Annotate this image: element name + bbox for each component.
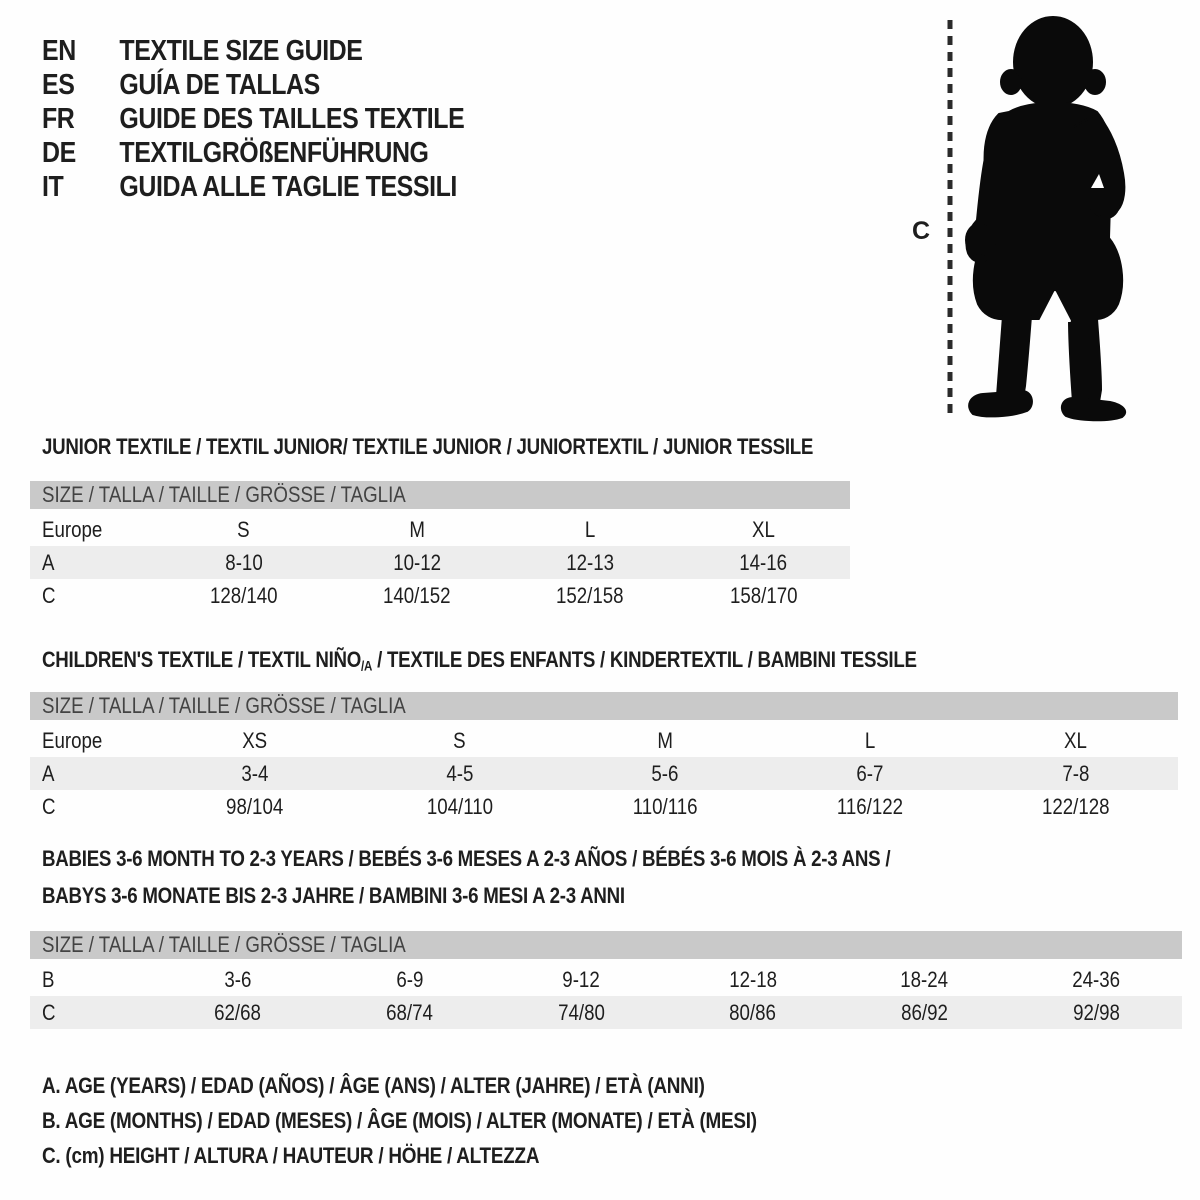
value-cell xyxy=(768,728,973,754)
language-row-it xyxy=(42,170,464,204)
cell-text: 14-16 xyxy=(739,549,788,575)
cell-text: 80/86 xyxy=(729,999,777,1025)
value-cell xyxy=(157,550,330,576)
table-row xyxy=(30,790,1178,823)
babies-title-line1: BABIES 3-6 MONTH TO 2-3 YEARS / BEBÉS 3-6 MESES A 2-3 AÑOS / BÉBÉS 3-6 MOIS À 2-3 ANS / xyxy=(42,846,891,871)
table-row xyxy=(30,513,850,546)
value-cell xyxy=(152,761,357,787)
size-header-text: SIZE / TALLA / TAILLE / GRÖSSE / TAGLIA xyxy=(42,932,406,957)
value-cell xyxy=(1010,967,1182,993)
cell-text: 128/140 xyxy=(209,582,278,608)
baby-foot-left xyxy=(969,391,1032,416)
value-cell xyxy=(839,1000,1011,1026)
language-code: IT xyxy=(42,170,64,203)
cell-text: 86/92 xyxy=(901,999,948,1025)
value-cell xyxy=(357,761,562,787)
cell-text: 6-9 xyxy=(395,966,424,992)
table-row xyxy=(30,546,850,579)
cell-text: S xyxy=(453,727,467,753)
children-size-table xyxy=(30,692,1178,823)
cell-text: 116/122 xyxy=(837,793,904,819)
value-cell xyxy=(495,1000,667,1026)
size-header-bar xyxy=(30,692,1178,720)
value-cell xyxy=(667,1000,839,1026)
cell-text: XL xyxy=(751,516,775,542)
value-cell xyxy=(324,967,496,993)
baby-silhouette xyxy=(966,17,1125,420)
value-cell xyxy=(152,728,357,754)
guide-title-it: GUIDA ALLE TAGLIE TESSILI xyxy=(119,170,457,203)
table-body xyxy=(30,724,1178,823)
junior-title-text: JUNIOR TEXTILE / TEXTIL JUNIOR/ TEXTILE JUNIOR / JUNIORTEXTIL / JUNIOR TESSILE xyxy=(42,434,814,459)
baby-leg-right xyxy=(1069,319,1101,402)
value-cell xyxy=(152,967,324,993)
cell-text: M xyxy=(657,727,673,753)
baby-foot-right xyxy=(1062,398,1125,420)
cell-text: L xyxy=(864,727,876,753)
junior-size-table xyxy=(30,481,850,612)
value-cell xyxy=(330,517,503,543)
baby-ear-left xyxy=(1001,70,1021,94)
value-cell xyxy=(562,794,767,820)
guide-title-en: TEXTILE SIZE GUIDE xyxy=(119,34,363,67)
value-cell xyxy=(677,550,850,576)
value-cell xyxy=(973,794,1178,820)
legend-age-years: A. AGE (YEARS) / EDAD (AÑOS) / ÂGE (ANS) / ALTER (JAHRE) / ETÀ (ANNI) xyxy=(42,1072,705,1098)
cell-text: 24-36 xyxy=(1072,966,1121,992)
value-cell xyxy=(768,761,973,787)
cell-text: S xyxy=(237,516,250,542)
table-row xyxy=(30,996,1182,1029)
baby-ear-right xyxy=(1085,70,1105,94)
value-cell xyxy=(504,550,677,576)
cell-text: C xyxy=(42,793,56,819)
value-cell xyxy=(330,550,503,576)
value-cell xyxy=(839,967,1011,993)
value-cell xyxy=(152,794,357,820)
cell-text: 104/110 xyxy=(426,793,493,819)
children-title-text xyxy=(42,641,917,684)
cell-text: 152/158 xyxy=(556,582,624,608)
cell-text: XS xyxy=(242,727,268,753)
cell-text: 158/170 xyxy=(729,582,798,608)
value-cell xyxy=(677,517,850,543)
size-header-text: SIZE / TALLA / TAILLE / GRÖSSE / TAGLIA xyxy=(42,482,406,507)
guide-title-de: TEXTILGRÖßENFÜHRUNG xyxy=(119,136,429,169)
table-row xyxy=(30,724,1178,757)
cell-text: 12-18 xyxy=(728,966,777,992)
language-row-es xyxy=(42,68,464,102)
table-body xyxy=(30,963,1182,1029)
cell-text: 98/104 xyxy=(226,793,284,819)
cell-text: 110/116 xyxy=(632,793,698,819)
cell-text: 140/152 xyxy=(383,582,451,608)
children-title-sub: /A xyxy=(361,658,373,674)
row-label-cell xyxy=(30,728,152,754)
cell-text: A xyxy=(42,760,55,786)
baby-head xyxy=(1014,17,1092,107)
baby-leg-left xyxy=(997,316,1031,398)
value-cell xyxy=(973,728,1178,754)
cell-text: 92/98 xyxy=(1072,999,1120,1025)
legend-age-months: B. AGE (MONTHS) / EDAD (MESES) / ÂGE (MOIS) / ALTER (MONATE) / ETÀ (MESI) xyxy=(42,1107,757,1133)
babies-section-title xyxy=(42,840,1040,914)
junior-section-title xyxy=(42,428,949,465)
children-title-post: / TEXTILE DES ENFANTS / KINDERTEXTIL / BAMBINI TESSILE xyxy=(372,647,917,672)
table-row xyxy=(30,757,1178,790)
language-code: FR xyxy=(42,102,75,135)
babies-title-line2: BABYS 3-6 MONATE BIS 2-3 JAHRE / BAMBINI 3-6 MESI A 2-3 ANNI xyxy=(42,883,625,908)
children-title-pre: CHILDREN'S TEXTILE / TEXTIL NIÑO xyxy=(42,647,362,672)
size-header-text: SIZE / TALLA / TAILLE / GRÖSSE / TAGLIA xyxy=(42,693,406,718)
cell-text: 122/128 xyxy=(1041,793,1110,819)
value-cell xyxy=(157,583,330,609)
cell-text: 18-24 xyxy=(900,966,949,992)
language-title-list xyxy=(42,34,533,204)
baby-figure-area xyxy=(900,14,1150,424)
cell-text: 6-7 xyxy=(856,760,884,786)
baby-hand-left xyxy=(966,224,992,256)
cell-text: B xyxy=(42,966,55,992)
value-cell xyxy=(152,1000,324,1026)
cell-text: L xyxy=(584,516,596,542)
language-code: EN xyxy=(42,34,76,67)
value-cell xyxy=(330,583,503,609)
language-row-fr xyxy=(42,102,464,136)
cell-text: 3-4 xyxy=(241,760,269,786)
legend-height-cm: C. (cm) HEIGHT / ALTURA / HAUTEUR / HÖHE / ALTEZZA xyxy=(42,1142,540,1168)
language-row-de xyxy=(42,136,464,170)
value-cell xyxy=(324,1000,496,1026)
size-header-bar xyxy=(30,931,1182,959)
value-cell xyxy=(973,761,1178,787)
table-body xyxy=(30,513,850,612)
babies-size-table xyxy=(30,931,1182,1029)
cell-text: Europe xyxy=(42,727,103,753)
baby-silhouette-graphic xyxy=(900,14,1150,424)
row-label-cell xyxy=(30,794,152,820)
cell-text: 10-12 xyxy=(392,549,441,575)
row-label-cell xyxy=(30,550,157,576)
baby-fist-right xyxy=(1093,190,1119,218)
value-cell xyxy=(504,517,677,543)
cell-text: C xyxy=(42,999,56,1025)
cell-text: 5-6 xyxy=(651,760,679,786)
measure-legend xyxy=(42,1068,873,1173)
row-label-cell xyxy=(30,761,152,787)
value-cell xyxy=(495,967,667,993)
guide-title-fr: GUIDE DES TAILLES TEXTILE xyxy=(119,102,465,135)
value-cell xyxy=(157,517,330,543)
row-label-cell xyxy=(30,517,157,543)
value-cell xyxy=(768,794,973,820)
cell-text: 62/68 xyxy=(214,999,262,1025)
value-cell xyxy=(357,794,562,820)
row-label-cell xyxy=(30,583,157,609)
cell-text: C xyxy=(42,582,56,608)
language-code: DE xyxy=(42,136,76,169)
cell-text: 8-10 xyxy=(224,549,263,575)
cell-text: 7-8 xyxy=(1061,760,1089,786)
height-measure-label: C xyxy=(912,217,931,245)
table-row xyxy=(30,963,1182,996)
cell-text: XL xyxy=(1063,727,1087,753)
cell-text: A xyxy=(42,549,55,575)
value-cell xyxy=(357,728,562,754)
guide-title-es: GUÍA DE TALLAS xyxy=(119,68,320,101)
value-cell xyxy=(667,967,839,993)
value-cell xyxy=(677,583,850,609)
cell-text: Europe xyxy=(42,516,103,542)
children-section-title xyxy=(42,641,1071,684)
size-header-bar xyxy=(30,481,850,509)
value-cell xyxy=(504,583,677,609)
language-row-en xyxy=(42,34,464,68)
language-code: ES xyxy=(42,68,75,101)
value-cell xyxy=(562,761,767,787)
table-row xyxy=(30,579,850,612)
row-label-cell xyxy=(30,1000,152,1026)
value-cell xyxy=(1010,1000,1182,1026)
cell-text: M xyxy=(409,516,425,542)
cell-text: 4-5 xyxy=(446,760,474,786)
cell-text: 12-13 xyxy=(566,549,615,575)
cell-text: 74/80 xyxy=(557,999,605,1025)
cell-text: 68/74 xyxy=(386,999,433,1025)
cell-text: 3-6 xyxy=(224,966,252,992)
row-label-cell xyxy=(30,967,152,993)
cell-text: 9-12 xyxy=(562,966,600,992)
value-cell xyxy=(562,728,767,754)
